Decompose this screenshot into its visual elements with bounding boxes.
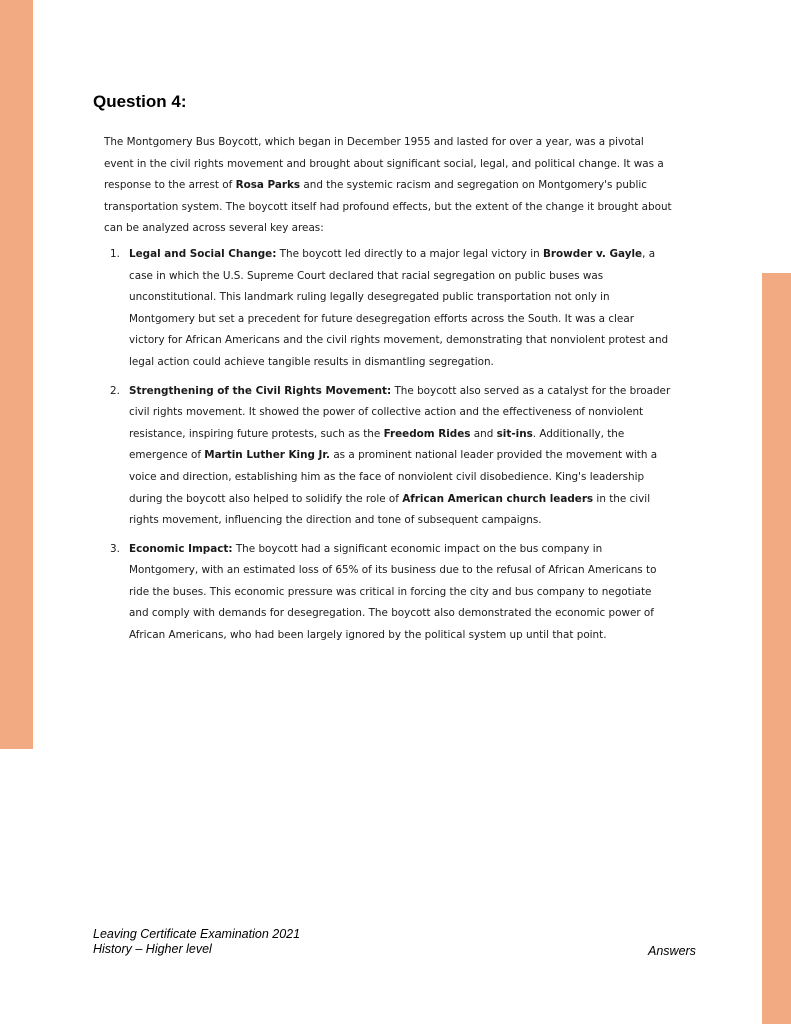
item-text: , a case in which the U.S. Supreme Court declared that racial segregation on public buses was unconstitutional. This landmark ruling legally desegregated public transportation not only in Montgomery but set a precedent for future desegregation efforts across the South. It was a clear victory for African Americans and the civil rights movement, demonstrating that nonviolent protest and legal action could achieve tangible results in dismantling segregation.	[129, 247, 669, 368]
intro-text: and the systemic racism and segregation on Montgomery's public transportation system. The boycott itself had profound effects, but the extent of the change it brought about can be analyzed across several key areas:	[104, 179, 672, 235]
list-number: 2.	[110, 384, 120, 397]
list-item	[104, 539, 672, 647]
item-title: Strengthening of the Civil Rights Movement:	[129, 384, 392, 397]
key-areas-list	[104, 244, 672, 647]
item-bold-term: sit-ins	[496, 427, 533, 440]
footer-exam-title: Leaving Certificate Examination 2021	[93, 927, 301, 941]
intro-text: The Montgomery Bus Boycott, which began in December 1955 and lasted for over a year, was a pivotal event in the civil rights movement and brought about significant social, legal, and political change. It was a response to the arrest of	[104, 136, 664, 192]
item-text: The boycott had a significant economic impact on the bus company in Montgomery, with an estimated loss of 65% of its business due to the refusal of African Americans to ride the buses. This economic pressure was critical in forcing the city and bus company to negotiate and comply with demands for desegregation. The boycott also demonstrated the economic power of African Americans, who had been largely ignored by the political system up until that point.	[129, 542, 657, 642]
item-text: in the civil rights movement, influencing the direction and tone of subsequent campaigns.	[129, 492, 651, 527]
item-title: Legal and Social Change:	[129, 247, 277, 260]
right-accent-bar	[762, 273, 791, 1024]
footer-subject-level: History – Higher level	[93, 942, 212, 956]
item-bold-term: Browder v. Gayle	[542, 247, 643, 260]
answer-body	[104, 132, 672, 654]
question-heading: Question 4:	[93, 92, 187, 111]
item-text: The boycott led directly to a major legal victory in	[276, 247, 543, 260]
left-accent-bar	[0, 0, 33, 749]
intro-paragraph	[104, 132, 672, 240]
footer-exam-info	[93, 927, 300, 957]
footer-section-label: Answers	[648, 944, 696, 958]
list-item	[104, 381, 672, 532]
item-text: as a prominent national leader provided the movement with a voice and direction, establishing him as the face of nonviolent civil disobedience. King's leadership during the boycott also helped to solidify the role of	[129, 449, 658, 505]
item-text: and	[470, 427, 497, 440]
item-text: The boycott also served as a catalyst for the broader civil rights movement. It showed the power of collective action and the effectiveness of nonviolent resistance, inspiring future protests, such as the	[129, 384, 671, 440]
item-bold-term: Martin Luther King Jr.	[204, 449, 331, 462]
list-number: 3.	[110, 542, 120, 555]
item-bold-term: African American church leaders	[402, 492, 594, 505]
list-item	[104, 244, 672, 374]
intro-bold-term: Rosa Parks	[235, 179, 301, 192]
item-text: . Additionally, the emergence of	[129, 427, 625, 462]
item-title: Economic Impact:	[129, 542, 233, 555]
list-number: 1.	[110, 247, 120, 260]
item-bold-term: Freedom Rides	[383, 427, 471, 440]
